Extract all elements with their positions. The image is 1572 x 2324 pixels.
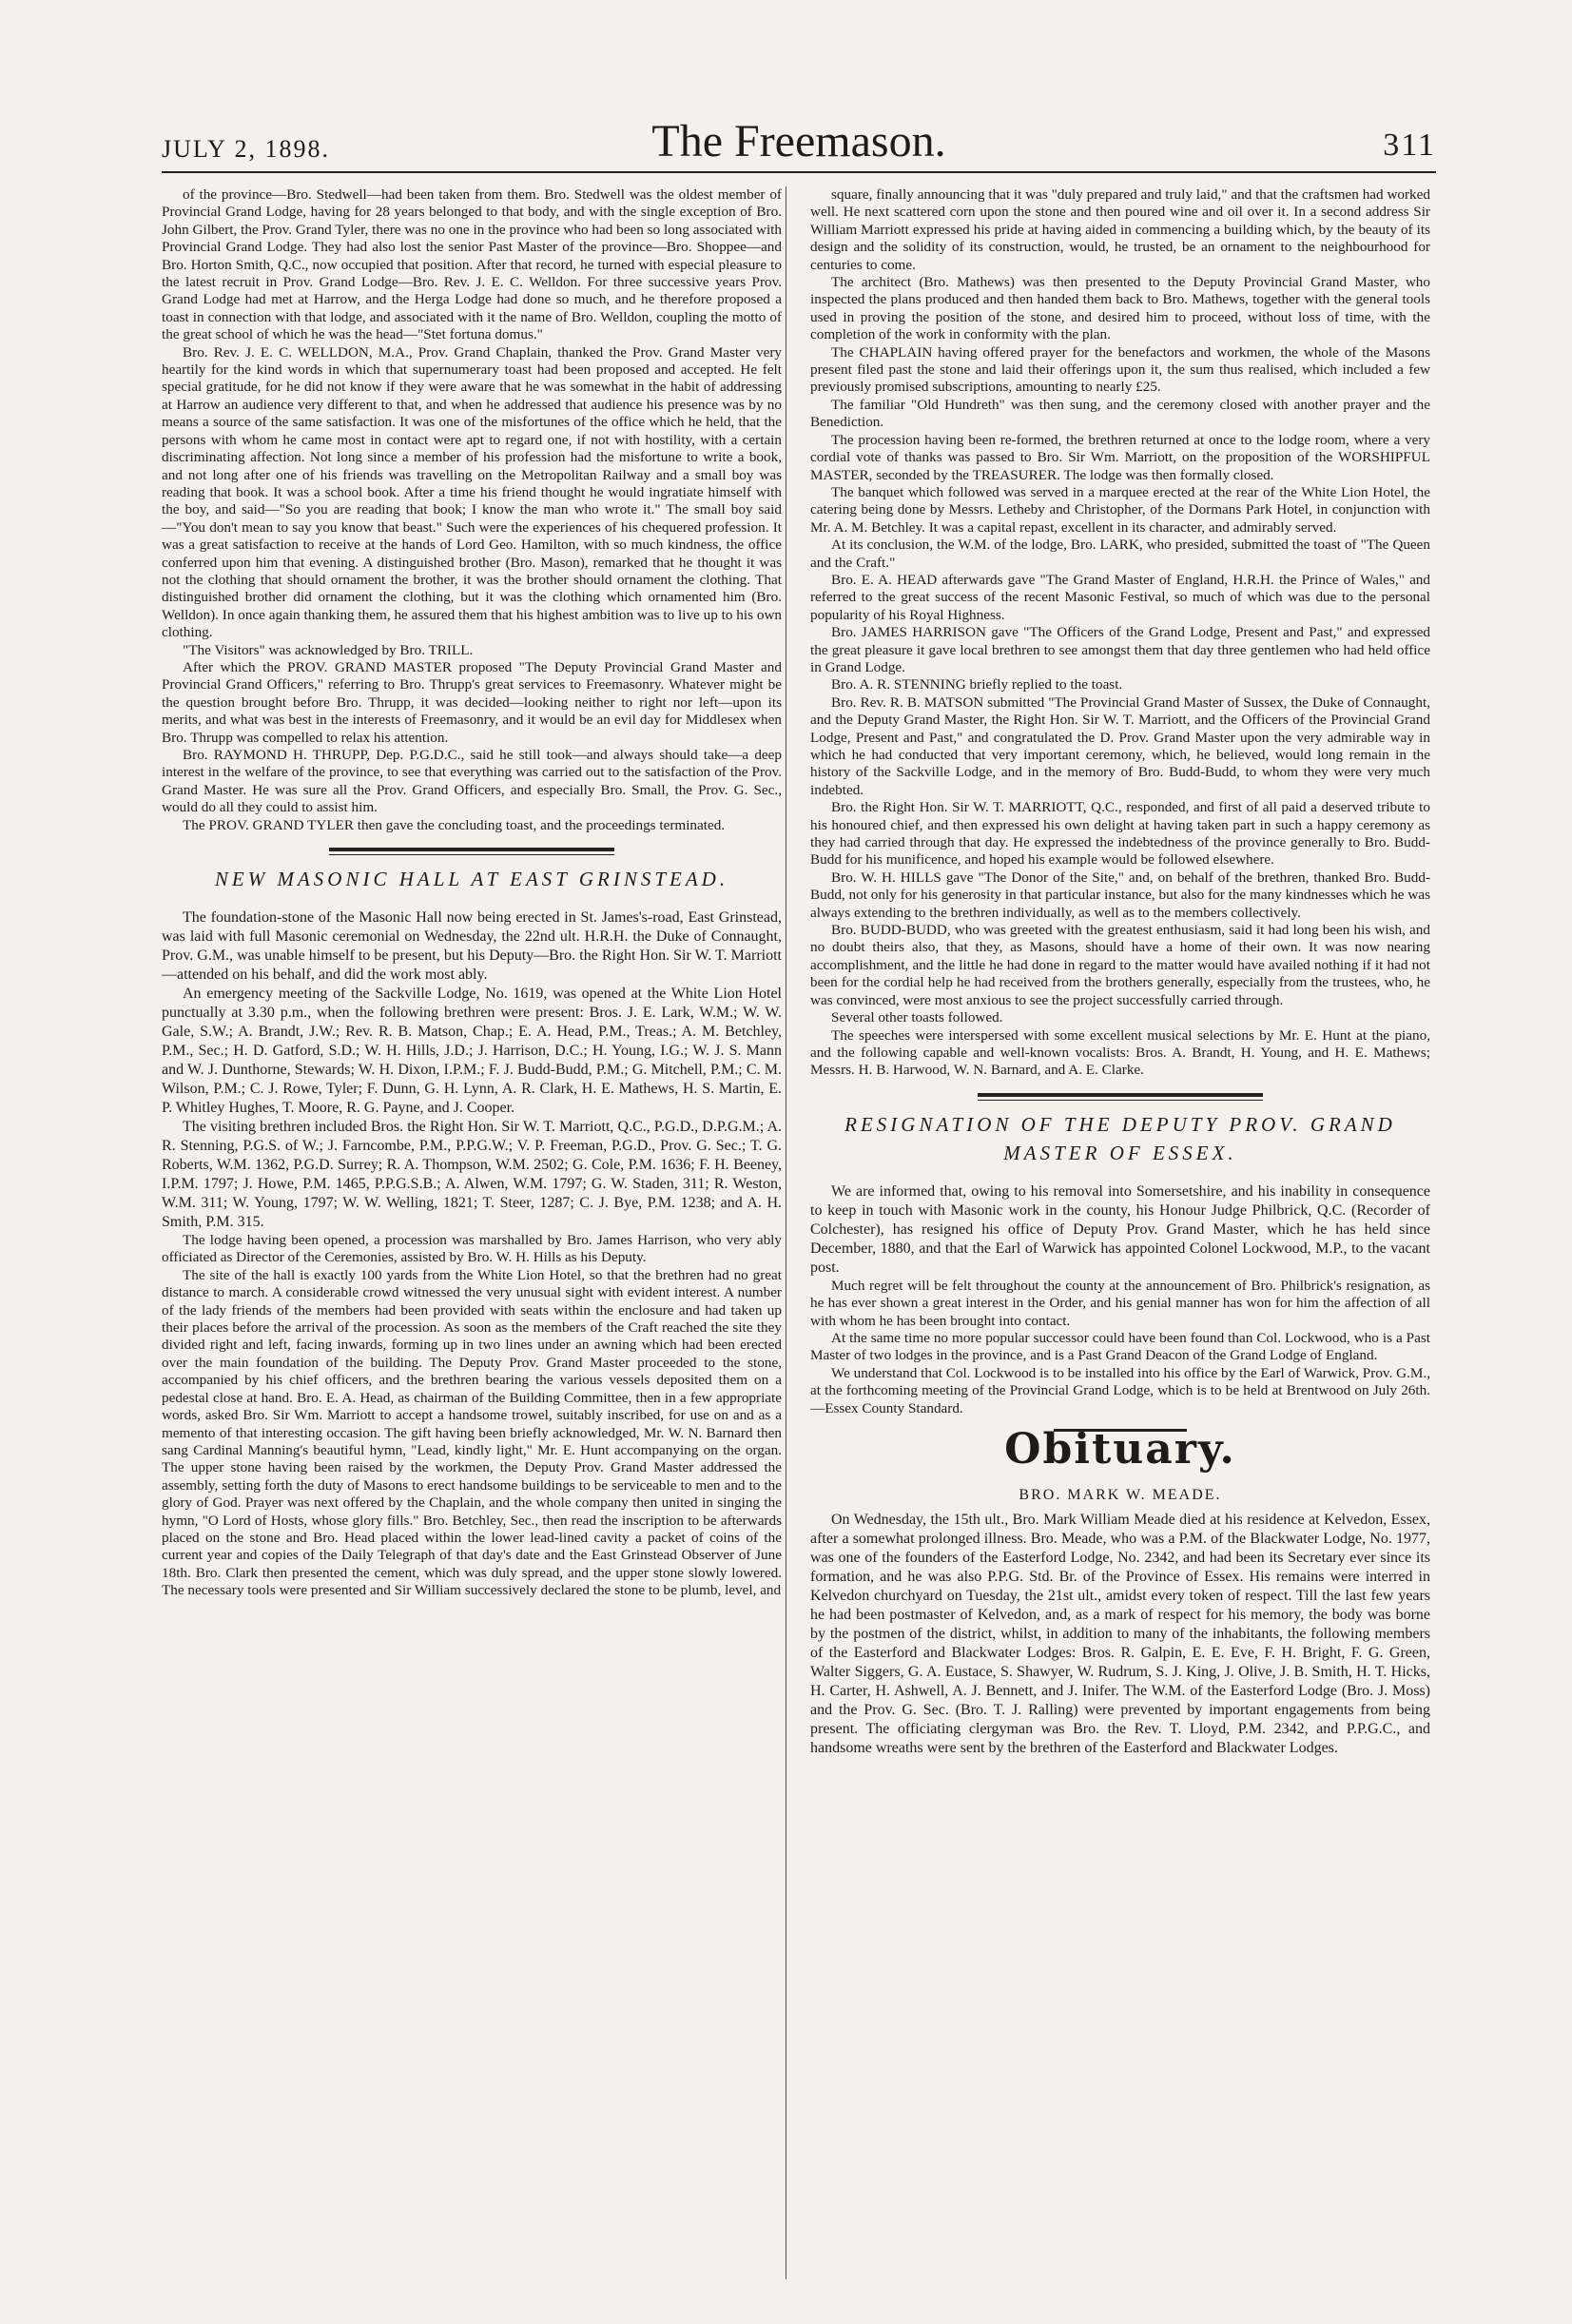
hall-lead-paragraph: An emergency meeting of the Sackville Lodge, No. 1619, was opened at the White Lion Hotel punctually at 3.30 p.m., when the following brethren were present: Bros. J. E. Lark, W.M.; W. W. Gale, S.W.; A. Brandt, J.W.; Rev. R. B. Matson, Chap.; E. A. Head, P.M., Treas.; A. M. Betchley, P.M., Sec.; H. D. Gatford, S.D.; W. H. Hills, J.D.; J. Harrison, D.C.; H. Young, I.G.; W. J. S. Mann and W. J. Dunthorne, Stewards; W. H. Dixon, I.P.M.; F. J. Budd-Budd, P.M.; G. Mitchell, P.M.; C. M. Wilson, P.M.; C. J. Rowe, Tyler; F. Dunn, G. H. Lynn, A. R. Clark, H. E. Mathews, H. S. Martin, E. P. Whitley Hughes, T. Moore, R. G. Payne, and J. Cooper. (162, 986, 782, 1117)
hall-paragraph: The site of the hall is exactly 100 yards from the White Lion Hotel, so that the brethren had no great distance to march. A considerable crowd witnessed the very unusual sight with evident interest. A number of the lady friends of the members had been provided with seats within the enclosure and had taken up their places before the arrival of the procession. As soon as the members of the Craft reached the site they divided right and left, facing inwards, forming up in two lines under an awning which had been erected over the main foundation of the building. The Deputy Prov. Grand Master proceeded to the stone, accompanied by his chief officers, and the brethren bearing the various vessels deposited them on a pedestal close at hand. Bro. E. A. Head, as chairman of the Building Committee, then in a few appropriate words, asked Bro. Sir Wm. Marriott to accept a handsome trowel, suitably inscribed, for use on and as a memento of that interesting occasion. The gift having been briefly acknowledged, Mr. W. N. Barnard then sang Cardinal Manning's beautiful hymn, "Lead, kindly light," Mr. E. Hunt accompanying on the organ. The upper stone having been raised by the workmen, the Deputy Prov. Grand Master addressed the assembly, setting forth the duty of Masons to erect handsome buildings to be serviceable to men and to the glory of God. Prayer was next offered by the Chaplain, and the whole company then united in singing the hymn, "O Lord of Hosts, whose glory fills." Bro. Betchley, Sec., then read the inscription to be afterwards placed on the stone and Bro. Head placed within the lower lead-lined cavity a packet of coins of the current year and copies of the Daily Telegraph of that day's date and the East Grinstead Observer of June 18th. Bro. Clark then presented the cement, which was duly spread, and the upper stone slowly lowered. The necessary tools were presented and Sir William successively declared the stone to be plumb, level, and (162, 1266, 782, 1599)
section-separator (978, 1093, 1263, 1101)
article-paragraph: of the province—Bro. Stedwell—had been taken from them. Bro. Stedwell was the oldest member of Provincial Grand Lodge, having for 28 years belonged to that body, and with the single exception of Bro. John Gilbert, the Prov. Grand Tyler, there was no one in the province who had been so long associated with Provincial Grand Lodge. They had also lost the senior Past Master of the province—Bro. Shoppee—and Bro. Horton Smith, Q.C., now occupied that position. After that record, he turned with especial pleasure to the latest recruit in Prov. Grand Lodge—Bro. Rev. J. E. C. Welldon. For three successive years Prov. Grand Lodge had met at Harrow, and the Herga Lodge had done so much, and he therefore proposed a toast in connection with that lodge, and associated with it the name of Bro. Welldon, coupling the motto of the great school of which he was the head—"Stet fortuna domus." (162, 186, 782, 343)
article-paragraph: Bro. the Right Hon. Sir W. T. MARRIOTT, Q.C., responded, and first of all paid a deserved tribute to his honoured chief, and then expressed his own delight at having taken part in such a happy ceremony as they had carried through that day. He expressed the indebtedness of the province generally to Bro. Budd-Budd for his munificence, and hoped his example would be followed elsewhere. (810, 799, 1430, 869)
article-paragraph: The architect (Bro. Mathews) was then presented to the Deputy Provincial Grand Master, who inspected the plans produced and then handed them back to Bro. Mathews, together with the general tools used in proving the position of the stone, and desired him to proceed, without loss of time, with the completion of the work in conformity with the plan. (810, 274, 1430, 343)
article-paragraph: Bro. E. A. HEAD afterwards gave "The Grand Master of England, H.R.H. the Prince of Wales," and referred to the great success of the recent Masonic Festival, so much of which was due to the personal popularity of his Royal Highness. (810, 571, 1430, 623)
article-paragraph: Bro. Rev. R. B. MATSON submitted "The Provincial Grand Master of Sussex, the Duke of Connaught, and the Deputy Grand Master, the Right Hon. Sir W. T. Marriott, and the Officers of the Provincial Grand Lodge, Present and Past," and congratulated the D. Prov. Grand Master upon the very admirable way in which he had conducted that very important ceremony, which, he believed, would long remain in the history of the Sackville Lodge, and in the memory of Bro. Budd-Budd, to whom they were very much indebted. (810, 693, 1430, 798)
page-header (162, 114, 1436, 173)
issue-date: JULY 2, 1898. (162, 135, 330, 163)
resignation-paragraph: We are informed that, owing to his removal into Somersetshire, and his inability in consequence to keep in touch with Masonic work in the county, his Honour Judge Philbrick, Q.C. (Recorder of Colchester), has resigned his office of Deputy Prov. Grand Master, which he has held since December, 1880, and that the Earl of Warwick has appointed Colonel Lockwood, M.P., to the vacant post. (810, 1182, 1430, 1276)
article-paragraph: The banquet which followed was served in a marquee erected at the rear of the White Lion Hotel, the catering being done by Messrs. Letheby and Christopher, of the Dormans Park Hotel, in conjunction with Mr. A. M. Betchley. It was a capital repast, excellent in its character, and admirably served. (810, 483, 1430, 536)
left-column (162, 186, 782, 2289)
article-paragraph: Bro. BUDD-BUDD, who was greeted with the greatest enthusiasm, said it had long been his wish, and no doubt theirs also, that they, as Masons, should have a home of their own. It was now nearing accomplishment, and the little he had done in regard to the matter would have availed nothing if it had not been for the cordial help he had received from the brothers generally, especially from the trustees, who, he was convinced, were most anxious to see the project successfully carried through. (810, 922, 1430, 1008)
obituary-name: BRO. MARK W. MEADE. (1019, 1487, 1222, 1504)
obituary-body (810, 1511, 1430, 1758)
hall-lead-paragraph: The foundation-stone of the Masonic Hall now being erected in St. James's-road, East Grinstead, was laid with full Masonic ceremonial on Wednesday, the 22nd ult. H.R.H. the Duke of Connaught, Prov. G.M., was unable himself to be present, but his Deputy—Bro. the Right Hon. Sir W. T. Marriott—attended on his behalf, and did the work most ably. (162, 909, 782, 984)
article-paragraph: After which the PROV. GRAND MASTER proposed "The Deputy Provincial Grand Master and Provincial Grand Officers," referring to Bro. Thrupp's great services to Freemasonry. Whatever might be the question brought before Bro. Thrupp, it was decided—looking neither to right nor left—upon its merits, and what was best in the interests of Freemasonry, and it would be an evil day for Middlesex when Bro. Thrupp was compelled to relax his attention. (162, 658, 782, 746)
article-paragraph: square, finally announcing that it was "duly prepared and truly laid," and that the craftsmen had worked well. He next scattered corn upon the stone and then poured wine and oil over it. In a second address Sir William Marriott expressed his pride at having aided in commencing a building which, by the beauty of its design and the solidity of its construction, would, he trusted, be an ornament to the neighbourhood for centuries to come. (810, 186, 1430, 273)
resignation-body (810, 1182, 1430, 1278)
resignation-headline: RESIGNATION OF THE DEPUTY PROV. GRAND MASTER OF ESSEX. (844, 1112, 1396, 1164)
article-paragraph: Several other toasts followed. (831, 1009, 1003, 1026)
resignation-paragraph: We understand that Col. Lockwood is to be installed into his office by the Earl of Warwick, Prov. G.M., at the forthcoming meeting of the Provincial Grand Lodge, which is to be held at Brentwood on July 26th.—Essex County Standard. (810, 1364, 1430, 1416)
obituary-paragraph: On Wednesday, the 15th ult., Bro. Mark William Meade died at his residence at Kelvedon, Essex, after a somewhat prolonged illness. Bro. Meade, who was a P.M. of the Blackwater Lodge, No. 1977, was one of the founders of the Easterford Lodge, No. 2342, and had been its Secretary ever since its formation, and he was also P.P.G. Std. Br. of the Province of Essex. His remains were interred in Kelvedon churchyard on Tuesday, the 21st ult., amidst every token of respect. Till the last few years he had been postmaster of Kelvedon, and, as a mark of respect for his memory, the body was borne by the postmen of the district, whilst, in addition to many of the inhabitants, the following members of the Easterford and Blackwater Lodges: Bros. R. Galpin, E. E. Eve, F. H. Bright, F. G. Green, Walter Siggers, G. A. Eustace, S. Shawyer, W. Rudrum, S. J. King, J. Olive, J. B. Smith, H. T. Hicks, H. Carter, H. Ashwell, A. J. Bennett, and J. Inifer. The W.M. of the Easterford Lodge (Bro. J. Moss) and the Prov. G. Sec. (Bro. T. J. Ralling) were prevented by important engagements from being present. The officiating clergyman was Bro. the Rev. T. Lloyd, P.M. 2342, and P.P.G.C., and handsome wreaths were sent by the brethren of the Easterford and Blackwater Lodges. (810, 1511, 1430, 1756)
article-paragraph: Bro. A. R. STENNING briefly replied to the toast. (831, 676, 1123, 693)
article-paragraph: Bro. JAMES HARRISON gave "The Officers of the Grand Lodge, Present and Past," and expressed the great pleasure it gave local brethren to see amongst them that day three gentlemen who had held office in Grand Lodge. (810, 624, 1430, 675)
hall-paragraph: The lodge having been opened, a procession was marshalled by Bro. James Harrison, who very ably officiated as Director of the Ceremonies, assisted by Bro. W. H. Hills as his Deputy. (162, 1232, 782, 1266)
masthead-title: The Freemason. (651, 116, 946, 166)
article-paragraph: Bro. RAYMOND H. THRUPP, Dep. P.G.D.C., said he still took—and always should take—a deep interest in the welfare of the province, to see that everything was carried out to the satisfaction of the Prov. Grand Master. He was sure all the Prov. Grand Officers, and especially Bro. Small, the Prov. G. Sec., would do all they could to assist him. (162, 747, 782, 816)
hall-lead-paragraph: The visiting brethren included Bros. the Right Hon. Sir W. T. Marriott, Q.C., P.G.D., D.P.G.M.; A. R. Stenning, P.G.S. of W.; J. Farncombe, P.M., P.P.G.W.; V. P. Freeman, P.G.D., Prov. G. Sec.; T. G. Roberts, W.M. 1362, P.G.D. Surrey; R. A. Thompson, W.M. 2502; G. Cole, P.M. 1636; F. H. Beeney, I.P.M. 1797; J. Howe, P.M. 1465, P.P.G.S.B.; A. Alwen, W.M. 1797; G. W. Staden, 311; R. Weston, W.M. 311; W. Young, 1797; W. W. Welling, 1821; T. Steer, 1287; C. J. Bye, P.M. 1238; and A. H. Smith, P.M. 315. (162, 1119, 782, 1231)
article-paragraph: "The Visitors" was acknowledged by Bro. TRILL. (183, 641, 474, 658)
article-paragraph: The CHAPLAIN having offered prayer for the benefactors and workmen, the whole of the Masons present filed past the stone and laid their offerings upon it, the sum thus realised, which included a few previously promised subscriptions, amounting to nearly £25. (810, 343, 1430, 396)
section-separator (329, 848, 614, 855)
resignation-paragraph: Much regret will be felt throughout the county at the announcement of Bro. Philbrick's resignation, as he has ever shown a great interest in the Order, and his genial manner has won for him the affection of all with whom he has been brought into contact. (810, 1277, 1430, 1329)
page-number: 311 (1383, 127, 1436, 163)
article-paragraph: The speeches were interspersed with some excellent musical selections by Mr. E. Hunt at the piano, and the following capable and well-known vocalists: Bros. A. Brandt, H. Young, and H. E. Mathews; Messrs. H. B. Harwood, W. N. Barnard, and A. E. Clarke. (810, 1026, 1430, 1079)
hall-headline: NEW MASONIC HALL AT EAST GRINSTEAD. (214, 868, 729, 891)
right-column (810, 186, 1430, 2289)
article-paragraph: The procession having been re-formed, the brethren returned at once to the lodge room, where a very cordial vote of thanks was passed to Bro. Sir Wm. Marriott, on the proposition of the WORSHIPFUL MASTER, seconded by the TREASURER. The lodge was then formally closed. (810, 431, 1430, 483)
article-paragraph: The PROV. GRAND TYLER then gave the concluding toast, and the proceedings terminated. (183, 816, 726, 833)
article-paragraph: Bro. W. H. HILLS gave "The Donor of the Site," and, on behalf of the brethren, thanked Bro. Budd-Budd, not only for his generosity in that particular instance, but also for the many kindnesses which he was always extending to the brethren individually, as well as to the members collectively. (810, 869, 1430, 921)
resignation-paragraph: At the same time no more popular successor could have been found than Col. Lockwood, who is a Past Master of two lodges in the province, and is a Past Grand Deacon of the Grand Lodge of England. (810, 1329, 1430, 1364)
obituary-title: Obituary. (1004, 1424, 1236, 1474)
article-paragraph: The familiar "Old Hundreth" was then sung, and the ceremony closed with another prayer and the Benediction. (810, 396, 1430, 431)
article-paragraph: At its conclusion, the W.M. of the lodge, Bro. LARK, who presided, submitted the toast of "The Queen and the Craft." (810, 537, 1430, 571)
hall-lead (162, 908, 782, 1232)
article-paragraph: Bro. Rev. J. E. C. WELLDON, M.A., Prov. Grand Chaplain, thanked the Prov. Grand Master very heartily for the kind words in which that supernumerary toast had been proposed and accepted. He felt special gratitude, for he did not know if they were aware that he was somewhat in the habit of addressing at Harrow an audience very different to that, and when he addressed that audience his presence was by no means a source of the same satisfaction. It was one of the misfortunes of the office which he held, that the persons with whom he came most in contact were apt to regard one, if not with hostility, with a certain discriminating affection. Not long since a member of his profession had the misfortune to write a book, and not long after one of his friends was travelling on the Metropolitan Railway and a small boy was reading that book. It was a school book. After a time his friend thought he would ingratiate himself with the boy, and said—"So you are reading that book; I know the man who wrote it." The small boy said—"You don't mean to say you know that beast." Such were the experiences of his chequered profession. It was a great satisfaction to receive at the hands of Lord Geo. Hamilton, with so much kindness, the office conferred upon him that evening. A distinguished brother (Bro. Mason), remarked that he thought it was not the clothing that should ornament the brother, it was the brother should ornament the clothing. That distinguished brother did ornament the clothing, but it was the clothing which ornamented him (Bro. Welldon). In once again thanking them, he assured them that his highest ambition was to live up to his own clothing. (162, 343, 782, 641)
